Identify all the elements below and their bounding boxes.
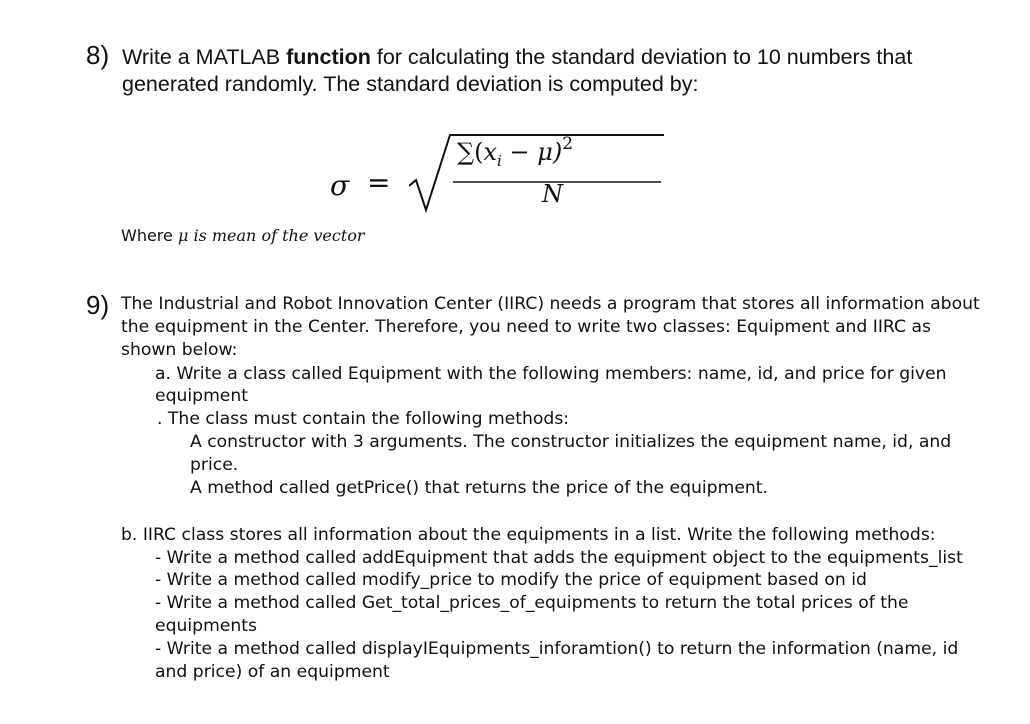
formula-equals: = — [367, 166, 391, 199]
where-note — [121, 226, 365, 245]
part-b-method-3-cont: equipments — [155, 616, 257, 636]
formula-subscript-i: i — [497, 152, 502, 170]
where-math: μ is mean of the vector — [177, 226, 365, 245]
question-8-bold-function: function — [286, 45, 371, 69]
formula-numerator — [457, 134, 574, 170]
question-8-line-2: generated randomly. The standard deviation is computed by: — [122, 72, 699, 96]
question-8-number: 8) — [86, 40, 110, 70]
formula-sigma: σ — [330, 169, 350, 202]
where-prefix: Where — [121, 226, 178, 245]
q9-intro-line-3: shown below: — [121, 340, 238, 360]
formula-minus-mu: − μ) — [501, 138, 563, 166]
question-8-text-pre: Write a MATLAB — [122, 45, 287, 69]
formula-power: 2 — [562, 134, 574, 154]
part-a-line-1: a. Write a class called Equipment with the following members: name, id, and price for given — [155, 364, 947, 384]
part-b-method-1: - Write a method called addEquipment that adds the equipment object to the equipments_list — [155, 548, 963, 568]
question-8-text-post: for calculating the standard deviation to 10 numbers that — [370, 45, 913, 69]
formula-x: x — [483, 138, 498, 166]
part-a-method-1-cont: price. — [190, 455, 239, 475]
part-b-method-2: - Write a method called modify_price to modify the price of equipment based on id — [155, 570, 867, 590]
formula-sum-sign: ∑( — [457, 138, 484, 166]
part-b-method-4-cont: and price) of an equipment — [155, 662, 390, 682]
part-a-method-1: A constructor with 3 arguments. The constructor initializes the equipment name, id, and — [190, 432, 952, 452]
question-9-number: 9) — [86, 290, 110, 320]
q9-intro-line-2: the equipment in the Center. Therefore, you need to write two classes: Equipment and IIRC as — [121, 317, 931, 337]
formula-denominator: N — [542, 180, 563, 208]
part-a-line-3: . The class must contain the following methods: — [157, 409, 570, 429]
part-a-method-2: A method called getPrice() that returns the price of the equipment. — [190, 478, 768, 498]
part-b-intro: b. IIRC class stores all information about the equipments in a list. Write the following methods: — [121, 525, 936, 545]
part-b-method-4: - Write a method called displayIEquipments_inforamtion() to return the information (name, id — [155, 639, 959, 659]
q9-intro-line-1: The Industrial and Robot Innovation Center (IIRC) needs a program that stores all information about — [121, 294, 980, 314]
part-a-line-2: equipment — [155, 386, 249, 406]
part-b-method-3: - Write a method called Get_total_prices_of_equipments to return the total prices of the — [155, 593, 909, 613]
question-8-line-1 — [122, 45, 912, 70]
std-dev-formula — [330, 128, 670, 218]
